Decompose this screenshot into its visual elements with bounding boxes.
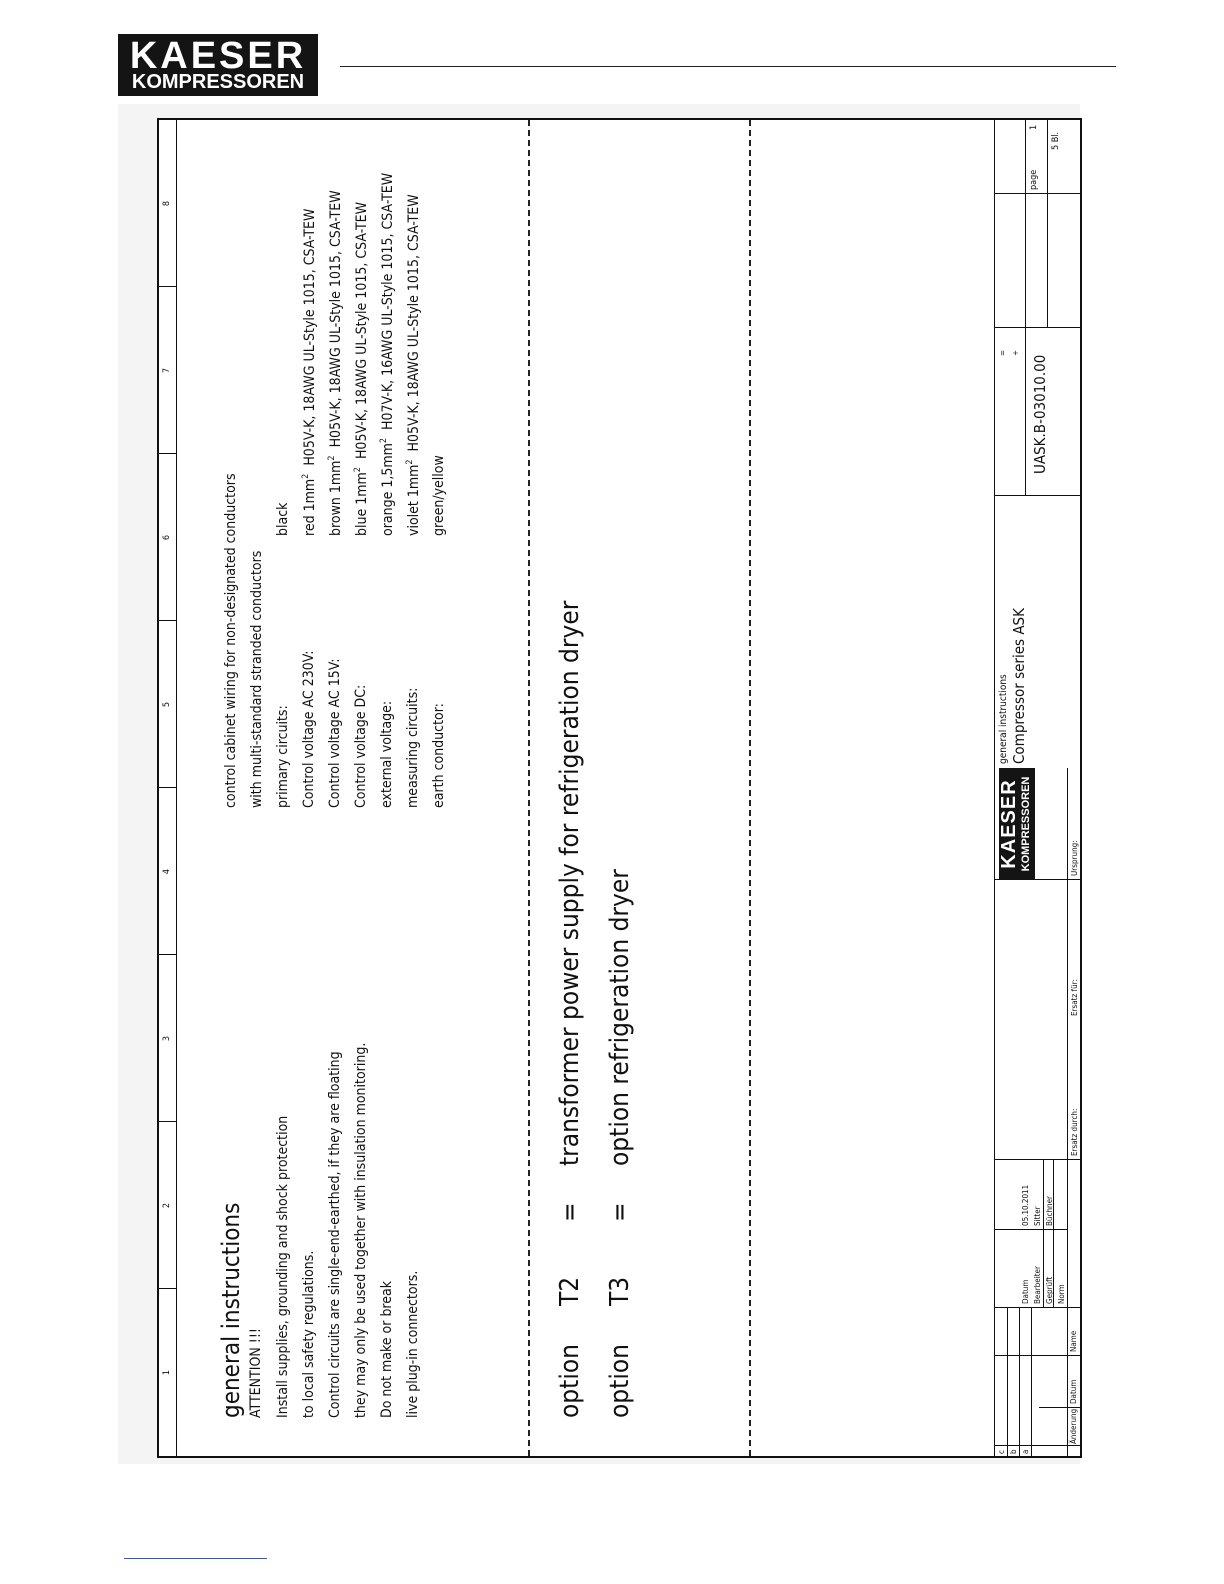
- revision-letter: b: [1009, 1449, 1018, 1454]
- option-label: option: [605, 1344, 635, 1418]
- logo-subtitle: KOMPRESSOREN: [1020, 776, 1032, 872]
- wiring-row-label: external voltage:: [379, 700, 395, 808]
- drawing-sheet: [157, 118, 1082, 1458]
- equals-mark: =: [998, 349, 1007, 356]
- revision-header: Datum: [1069, 1379, 1078, 1404]
- column-marker: 3: [159, 954, 176, 1122]
- wiring-row-spec: violet $1mm^2$ H05V-K, 18AWG UL-Style 1015, CSA-TEW: [405, 194, 422, 536]
- option-equals: =: [605, 1202, 635, 1222]
- instruction-line: to local safety regulations.: [301, 1250, 317, 1418]
- logo-wordmark: KAESER: [129, 35, 307, 77]
- wiring-row-color: black: [275, 502, 291, 536]
- option-description: option refrigeration dryer: [605, 869, 635, 1166]
- instruction-line: Install supplies, grounding and shock protection: [275, 1115, 291, 1418]
- logo-wordmark: KAESER: [998, 779, 1020, 869]
- revision-letter: c: [997, 1450, 1006, 1454]
- title-block-logo: [999, 768, 1035, 880]
- drawing-frame: [157, 118, 1082, 1458]
- ersatz-fuer-label: Ersatz für:: [1070, 979, 1079, 1016]
- option-code: T3: [605, 1276, 635, 1306]
- column-marker: 4: [159, 787, 176, 955]
- title-block: [994, 120, 1081, 1456]
- option-code: T2: [555, 1276, 585, 1306]
- drawing-sheet-container: [118, 104, 1080, 1464]
- page-label: page: [1029, 169, 1039, 190]
- column-marker: 5: [159, 620, 176, 788]
- meta-label: Geprüft: [1045, 1276, 1054, 1304]
- wiring-row-label: Control voltage AC 230V:: [301, 650, 317, 808]
- wiring-row-spec: brown $1mm^2$ H05V-K, 18AWG UL-Style 1015, CSA-TEW: [327, 190, 344, 536]
- kaeser-logo: [118, 34, 318, 96]
- revision-letter: a: [1021, 1449, 1030, 1454]
- column-marker: 1: [159, 1288, 176, 1456]
- wiring-row-spec: red $1mm^2$ H05V-K, 18AWG UL-Style 1015, CSA-TEW: [301, 208, 318, 536]
- document-title: Compressor series ASK: [1010, 608, 1028, 764]
- ersatz-durch-label: Ersatz durch:: [1070, 1108, 1079, 1156]
- option-equals: =: [555, 1202, 585, 1222]
- column-ruler: [159, 120, 177, 1456]
- section-divider: [528, 120, 530, 1456]
- document-number: UASK.B-03010.00: [1031, 354, 1049, 474]
- header-divider: [340, 66, 1116, 67]
- revision-header: Änderung: [1069, 1408, 1078, 1444]
- wiring-row-label: primary circuits:: [275, 705, 291, 808]
- meta-label: Bearbeiter: [1033, 1266, 1042, 1304]
- section-divider: [749, 120, 751, 1456]
- instruction-line: Control circuits are single-end-earthed, if they are floating: [327, 1051, 343, 1418]
- instruction-line: Do not make or break: [379, 1280, 395, 1418]
- meta-value: Sitter: [1033, 1206, 1042, 1226]
- wiring-heading: control cabinet wiring for non-designated conductors: [223, 473, 239, 808]
- meta-value: Büchner: [1045, 1196, 1054, 1226]
- wiring-row-spec: blue $1mm^2$ H05V-K, 18AWG UL-Style 1015, CSA-TEW: [353, 201, 370, 536]
- column-marker: 8: [162, 200, 172, 207]
- instruction-line: live plug-in connectors.: [405, 1270, 421, 1418]
- instruction-line: they may only be used together with insulation monitoring.: [353, 1042, 369, 1418]
- option-description: transformer power supply for refrigeration dryer: [555, 600, 585, 1166]
- wiring-row-label: measuring circuits:: [405, 687, 421, 808]
- footer-link-underline[interactable]: [124, 1558, 267, 1559]
- general-instructions-title: general instructions: [217, 1202, 245, 1418]
- wiring-subheading: with multi-standard stranded conductors: [249, 550, 265, 808]
- ursprung-label: Ursprung:: [1070, 840, 1079, 876]
- meta-label: Norm: [1057, 1284, 1066, 1304]
- option-label: option: [555, 1344, 585, 1418]
- wiring-row-spec: orange $1,5mm^2$ H07V-K, 16AWG UL-Style 1015, CSA-TEW: [379, 172, 396, 536]
- plus-mark: +: [1011, 349, 1020, 356]
- wiring-row-label: earth conductor:: [431, 703, 447, 808]
- wiring-row-color: green/yellow: [431, 455, 447, 536]
- column-marker: 6: [159, 453, 176, 621]
- attention-label: ATTENTION !!!: [248, 1328, 264, 1418]
- revision-header: Name: [1069, 1330, 1078, 1352]
- document-subtitle: general instructions: [998, 674, 1009, 764]
- wiring-row-label: Control voltage DC:: [353, 684, 369, 808]
- column-marker: 7: [159, 286, 176, 454]
- meta-value: 05.10.2011: [1021, 1184, 1030, 1226]
- logo-subtitle: KOMPRESSOREN: [131, 71, 305, 93]
- column-marker: 2: [159, 1121, 176, 1289]
- page-number: 1: [1029, 124, 1039, 130]
- sheet-count: 5 Bl.: [1051, 131, 1061, 150]
- wiring-row-label: Control voltage AC 15V:: [327, 658, 343, 808]
- meta-label: Datum: [1021, 1279, 1030, 1304]
